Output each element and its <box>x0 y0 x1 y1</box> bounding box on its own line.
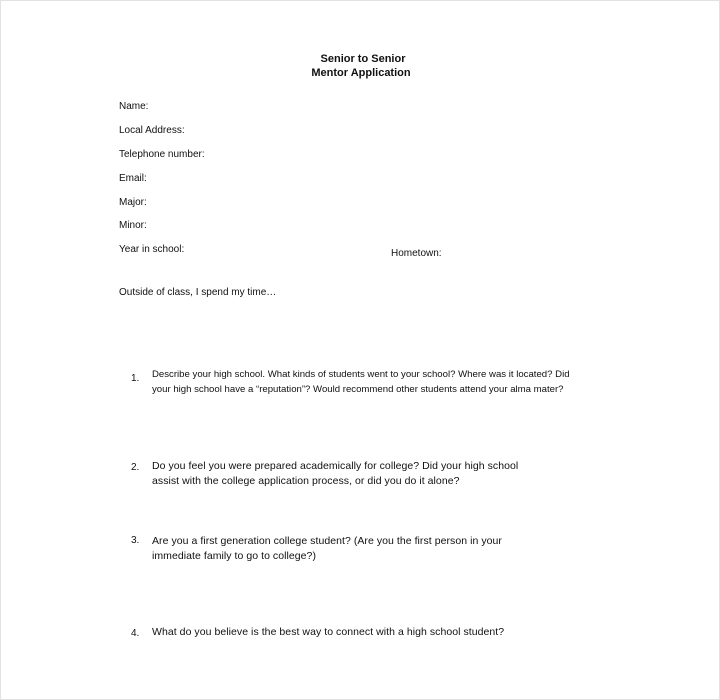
question-line: your high school have a “reputation”? Would recommend other students attend your alma mater? <box>152 383 564 395</box>
question-line: immediate family to go to college?) <box>152 549 316 562</box>
question-line: Describe your high school. What kinds of students went to your school? Where was it located? Did <box>152 369 570 380</box>
question-text <box>152 459 612 488</box>
email-label: Email: <box>119 173 147 184</box>
question-text <box>152 368 612 397</box>
year-in-school-label: Year in school: <box>119 244 185 255</box>
telephone-label: Telephone number: <box>119 149 205 160</box>
document-subtitle: Mentor Application <box>311 67 411 79</box>
question-line: What do you believe is the best way to connect with a high school student? <box>152 626 505 638</box>
question-line: Are you a first generation college student? (Are you the first person in your <box>152 535 502 547</box>
name-label: Name: <box>119 101 149 112</box>
question-number: 2. <box>131 462 140 473</box>
minor-label: Minor: <box>119 220 147 231</box>
question-text <box>152 625 612 640</box>
local-address-label: Local Address: <box>119 125 185 136</box>
hometown-label: Hometown: <box>391 248 442 259</box>
question-line: Do you feel you were prepared academically for college? Did your high school <box>152 460 519 472</box>
question-number: 3. <box>131 535 140 546</box>
outside-class-label: Outside of class, I spend my time… <box>119 287 277 298</box>
document-title: Senior to Senior <box>320 53 406 65</box>
question-line: assist with the college application process, or did you do it alone? <box>152 474 460 487</box>
question-text <box>152 534 612 563</box>
question-number: 1. <box>131 373 140 384</box>
major-label: Major: <box>119 197 147 208</box>
question-number: 4. <box>131 628 140 639</box>
